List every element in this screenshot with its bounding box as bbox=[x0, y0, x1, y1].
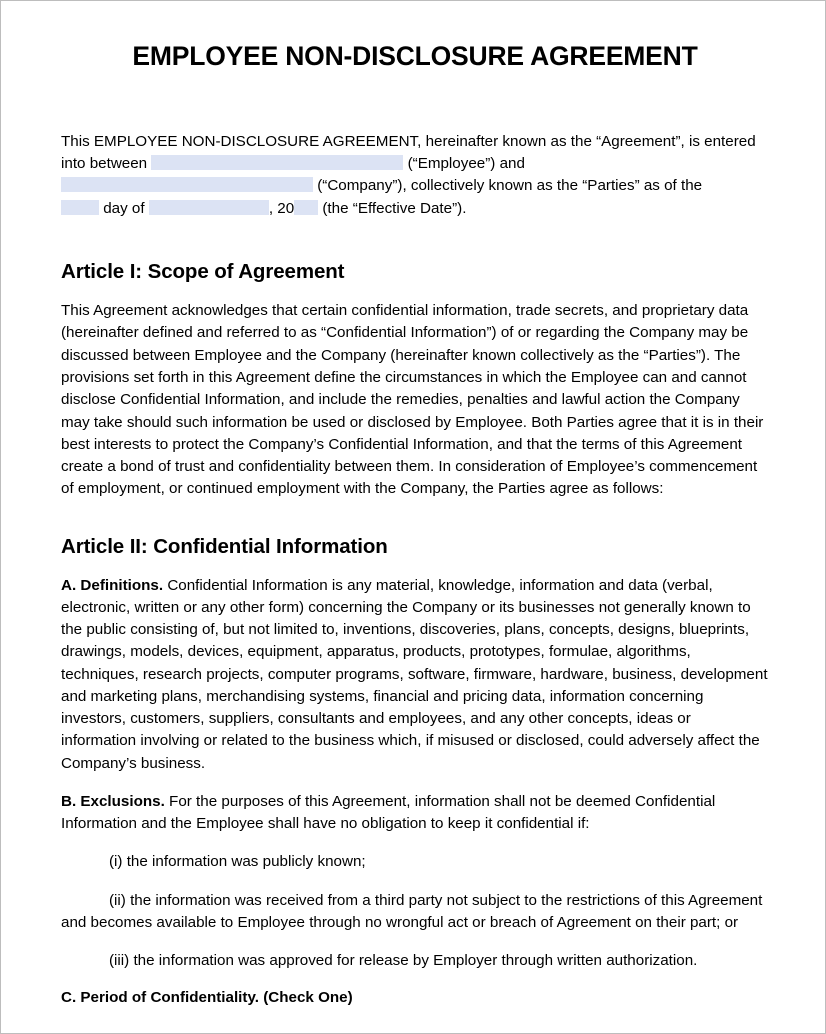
section-b-text: For the purposes of this Agreement, information shall not be deemed Confidential Information and the Employee shall have no obligation to keep it confidential if: bbox=[61, 792, 716, 833]
exclusion-item-ii: (ii) the information was received from a third party not subject to the restrictions of this Agreement and becomes available to Employee through no wrongful act or breach of Agreement on their part; or bbox=[61, 891, 763, 932]
intro-text-part-6: (the “Effective Date”). bbox=[318, 199, 467, 217]
exclusion-item-i: (i) the information was publicly known; bbox=[109, 853, 366, 871]
intro-text-part-2: (“Employee”) and bbox=[403, 155, 525, 173]
section-a-label: A. Definitions. bbox=[61, 576, 164, 594]
intro-text-part-4: day of bbox=[99, 199, 149, 217]
intro-text-part-3: (“Company”), collectively known as the “Parties” as of the bbox=[313, 177, 703, 195]
company-name-field[interactable] bbox=[61, 177, 313, 192]
section-a-text: Confidential Information is any material, knowledge, information and data (verbal, electronic, written or any other form) concerning the Company or its businesses not generally known to the public consisting of, but not limited to, inventions, discoveries, plans, concepts, designs, blueprints, drawings, models, devices, equipment, apparatus, products, prototypes, formulae, algorithms, techniques, research projects, computer programs, software, firmware, hardware, business, development and marketing plans, merchandising systems, financial and pricing data, information concerning investors, customers, suppliers, consultants and employees, and any other concepts, ideas or information involving or related to the business which, if misused or disclosed, could adversely affect the Company’s business. bbox=[61, 576, 768, 772]
article-1-heading: Article I: Scope of Agreement bbox=[61, 260, 345, 284]
page-title: EMPLOYEE NON-DISCLOSURE AGREEMENT bbox=[132, 41, 698, 71]
document-content bbox=[1, 1, 825, 1006]
section-b-exclusions bbox=[61, 791, 769, 836]
section-b-label: B. Exclusions. bbox=[61, 792, 165, 810]
section-c-label: C. Period of Confidentiality. (Check One) bbox=[61, 988, 353, 1006]
article-2-heading: Article II: Confidential Information bbox=[61, 534, 388, 558]
article-1-paragraph: This Agreement acknowledges that certain confidential information, trade secrets, and proprietary data (hereinafter defined and referred to as “Confidential Information”) of or regarding the Company may be discussed between Employee and the Company (hereinafter known collectively as the “Parties”). The provisions set forth in this Agreement define the circumstances in which the Employee can and cannot disclose Confidential Information, and include the remedies, penalties and lawful action the Company may take should such information be used or disclosed by Employee. Both Parties agree that it is in their best interests to protect the Company’s Confidential Information, and that the terms of this Agreement create a bond of trust and confidentiality between them. In consideration of Employee’s commencement of employment, or continued employment with the Company, the Parties agree as follows: bbox=[61, 302, 764, 498]
month-field[interactable] bbox=[149, 200, 269, 215]
day-field[interactable] bbox=[61, 200, 99, 215]
intro-text-part-1: This EMPLOYEE NON-DISCLOSURE AGREEMENT, hereinafter known as the “Agreement”, is entered into between bbox=[61, 132, 756, 173]
employee-name-field[interactable] bbox=[151, 155, 403, 170]
section-a-definitions bbox=[61, 575, 769, 775]
year-field[interactable] bbox=[294, 200, 318, 215]
exclusion-item-iii: (iii) the information was approved for release by Employer through written authorization. bbox=[109, 952, 698, 970]
intro-paragraph bbox=[61, 131, 769, 220]
intro-text-part-5: , 20 bbox=[268, 199, 295, 217]
